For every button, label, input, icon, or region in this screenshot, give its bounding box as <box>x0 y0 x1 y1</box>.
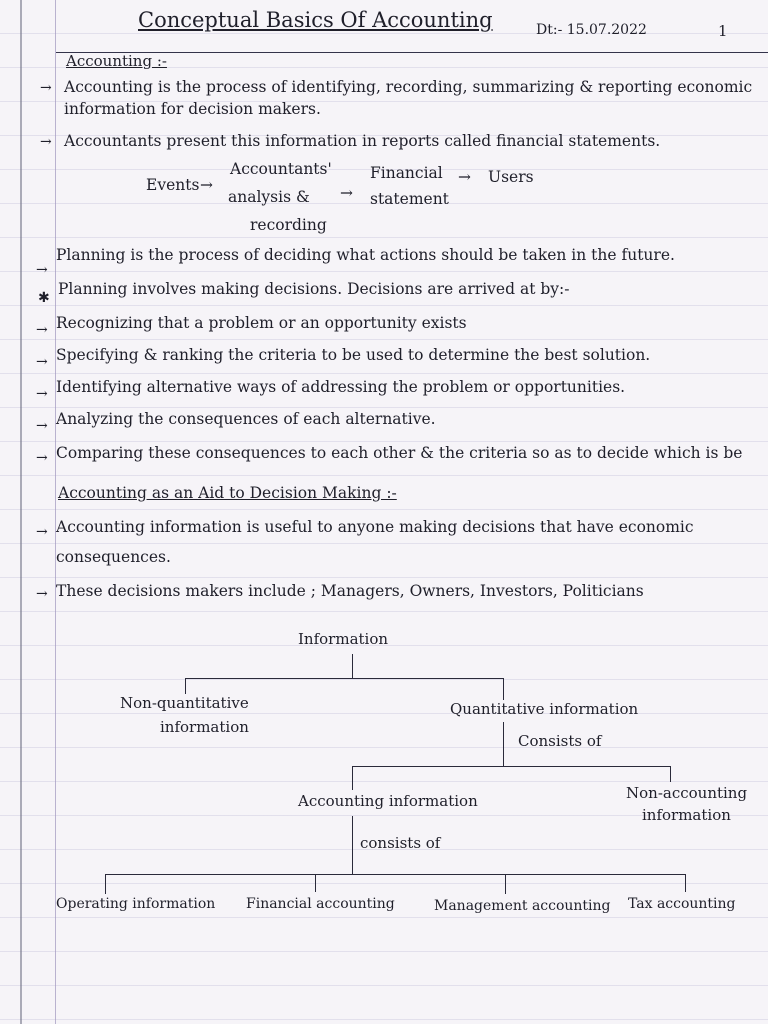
bullet-arrow-icon: → <box>36 386 48 402</box>
tree-connector <box>670 766 671 782</box>
text-line: Identifying alternative ways of addressing the problem or opportunities. <box>56 378 626 396</box>
section-heading-decision-making: Accounting as an Aid to Decision Making :- <box>58 484 397 502</box>
page-number: 1 <box>718 22 728 40</box>
page-date: Dt:- 15.07.2022 <box>536 22 647 38</box>
tree-leaf: Tax accounting <box>628 896 736 912</box>
bullet-arrow-icon: → <box>40 80 52 96</box>
flow-analysis: analysis & <box>228 188 310 206</box>
flow-users: Users <box>488 168 534 186</box>
text-line: information for decision makers. <box>64 100 321 118</box>
flow-arrow-icon: → <box>200 176 213 194</box>
text-line: Planning involves making decisions. Decisions are arrived at by:- <box>58 280 570 298</box>
tree-connector <box>503 678 504 700</box>
flow-analysis: recording <box>250 216 327 234</box>
tree-leaf: Financial accounting <box>246 896 395 912</box>
page-edge <box>20 0 22 1024</box>
bullet-arrow-icon: → <box>40 134 52 150</box>
bullet-arrow-icon: → <box>36 262 48 278</box>
tree-node-quantitative: Quantitative information <box>450 700 639 718</box>
text-line: Comparing these consequences to each other & the criteria so as to decide which is be <box>56 444 743 462</box>
text-line: These decisions makers include ; Managers, Owners, Investors, Politicians <box>56 582 644 600</box>
flow-statement: Financial <box>370 164 443 182</box>
flow-arrow-icon: → <box>340 184 353 202</box>
section-heading-accounting: Accounting :- <box>66 52 167 70</box>
star-bullet-icon: ✱ <box>38 290 50 306</box>
flow-statement: statement <box>370 190 449 208</box>
tree-label-consists-of: consists of <box>360 834 441 852</box>
tree-connector <box>505 874 506 894</box>
bullet-arrow-icon: → <box>36 586 48 602</box>
tree-connector <box>352 766 670 767</box>
tree-connector <box>352 766 353 790</box>
tree-connector <box>185 678 186 694</box>
bullet-arrow-icon: → <box>36 524 48 540</box>
tree-connector <box>352 654 353 678</box>
tree-node-non-quantitative: information <box>160 718 249 736</box>
flow-arrow-icon: → <box>458 168 471 186</box>
tree-connector <box>685 874 686 892</box>
tree-node-accounting-information: Accounting information <box>298 792 478 810</box>
text-line: consequences. <box>56 548 171 566</box>
text-line: Accountants present this information in reports called financial statements. <box>64 132 661 150</box>
bullet-arrow-icon: → <box>36 354 48 370</box>
tree-root: Information <box>298 630 389 648</box>
flow-events: Events <box>146 176 200 194</box>
text-line: Specifying & ranking the criteria to be used to determine the best solution. <box>56 346 651 364</box>
bullet-arrow-icon: → <box>36 418 48 434</box>
margin-line <box>55 0 56 1024</box>
tree-connector <box>185 678 503 679</box>
text-line: Accounting information is useful to anyone making decisions that have economic <box>56 518 694 536</box>
tree-connector <box>315 874 316 892</box>
tree-connector <box>352 816 353 874</box>
text-line: Planning is the process of deciding what actions should be taken in the future. <box>56 246 675 264</box>
tree-node-non-quantitative: Non-quantitative <box>120 694 249 712</box>
tree-leaf: Management accounting <box>434 898 611 914</box>
text-line: Analyzing the consequences of each alternative. <box>56 410 436 428</box>
tree-connector <box>105 874 106 894</box>
flow-analysis: Accountants' <box>230 160 332 178</box>
bullet-arrow-icon: → <box>36 450 48 466</box>
page-title: Conceptual Basics Of Accounting <box>138 8 493 32</box>
bullet-arrow-icon: → <box>36 322 48 338</box>
tree-node-non-accounting: information <box>642 806 731 824</box>
text-line: Recognizing that a problem or an opportunity exists <box>56 314 467 332</box>
tree-label-consists-of: Consists of <box>518 732 602 750</box>
text-line: Accounting is the process of identifying, recording, summarizing & reporting economic <box>64 78 753 96</box>
tree-node-non-accounting: Non-accounting <box>626 784 748 802</box>
tree-connector <box>503 722 504 766</box>
tree-connector <box>105 874 685 875</box>
tree-leaf: Operating information <box>56 896 216 912</box>
